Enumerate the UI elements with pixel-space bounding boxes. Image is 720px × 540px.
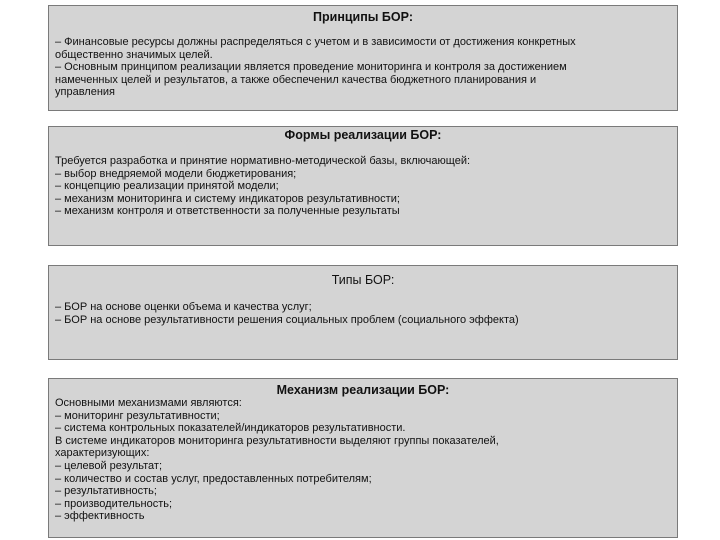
types-line: – БОР на основе оценки объема и качества услуг;	[55, 301, 312, 313]
mechanism-line: – результативность;	[55, 485, 157, 498]
mechanism-box	[48, 378, 678, 538]
mechanism-line: – эффективность	[55, 510, 145, 523]
mechanism-line: – мониторинг результативности;	[55, 409, 220, 422]
forms-title: Формы реализации БОР:	[284, 128, 442, 142]
forms-line: Требуется разработка и принятие нормативно-методической базы, включающей:	[55, 155, 471, 167]
principles-line: намеченных целей и результатов, а также обеспеченил качества бюджетного планирования и	[55, 73, 537, 86]
forms-box	[48, 126, 678, 246]
principles-line: – Основным принципом реализации является проведение мониторинга и контроля за достижением	[55, 61, 567, 74]
types-title: Типы БОР:	[331, 273, 395, 287]
forms-line: – механизм контроля и ответственности за полученные результаты	[55, 205, 400, 218]
principles-title: Принципы БОР:	[313, 10, 413, 24]
principles-body	[55, 36, 671, 99]
principles-line: – Финансовые ресурсы должны распределяться с учетом и в зависимости от достижения конкретных	[55, 36, 576, 48]
mechanism-title: Механизм реализации БОР:	[276, 383, 450, 397]
mechanism-line: Основными механизмами являются:	[55, 397, 242, 409]
forms-line: – концепцию реализации принятой модели;	[55, 180, 279, 193]
forms-line: – выбор внедряемой модели бюджетирования;	[55, 167, 297, 180]
types-box	[48, 265, 678, 360]
forms-body	[55, 155, 671, 218]
principles-line: общественно значимых целей.	[55, 48, 213, 61]
mechanism-line: – система контрольных показателей/индикаторов результативности.	[55, 422, 406, 435]
mechanism-line: – количество и состав услуг, предоставленных потребителям;	[55, 472, 372, 485]
mechanism-line: характеризующих:	[55, 447, 150, 460]
types-line: – БОР на основе результативности решения социальных проблем (социального эффекта)	[55, 313, 519, 326]
mechanism-line: – производительность;	[55, 497, 173, 510]
mechanism-line: – целевой результат;	[55, 459, 163, 472]
mechanism-body	[55, 397, 671, 523]
principles-box	[48, 5, 678, 111]
mechanism-line: В системе индикаторов мониторинга результативности выделяют группы показателей,	[55, 434, 499, 447]
forms-line: – механизм мониторинга и систему индикаторов результативности;	[55, 192, 400, 205]
types-body	[55, 301, 671, 326]
principles-line: управления	[55, 86, 115, 99]
